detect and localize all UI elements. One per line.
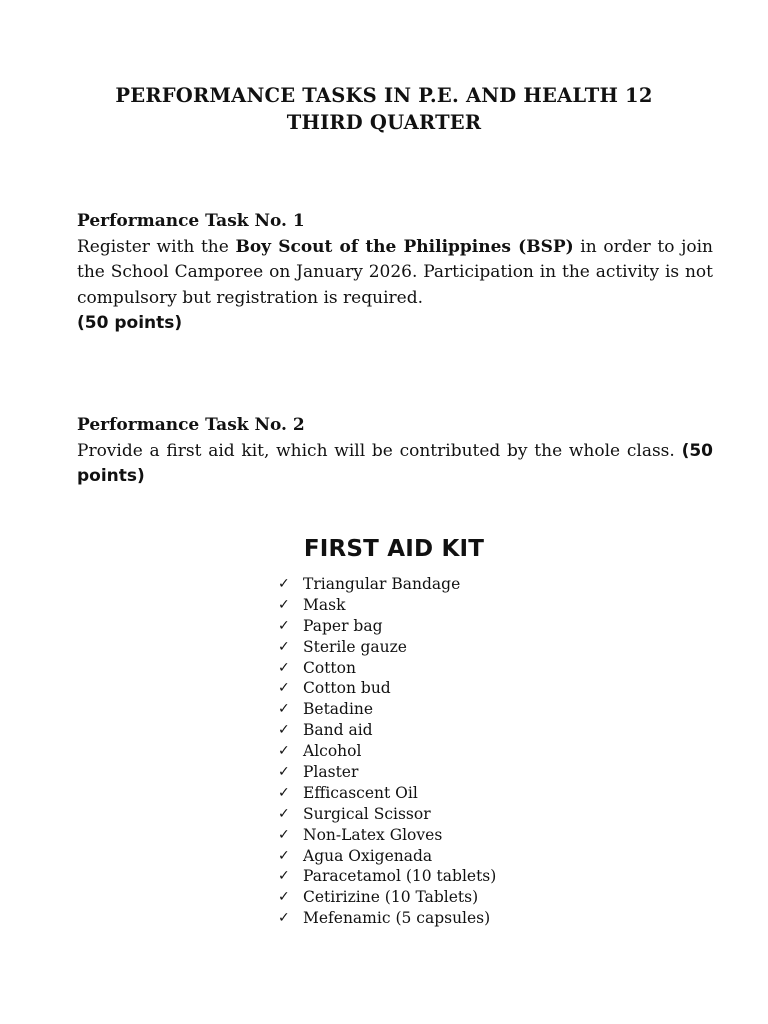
- list-item: [278, 866, 496, 887]
- list-item: [278, 846, 496, 867]
- task-heading: Performance Task No. 1: [77, 211, 305, 231]
- task-heading: Performance Task No. 2: [77, 415, 305, 435]
- document-title-line-2: THIRD QUARTER: [286, 111, 482, 134]
- performance-task-2: [77, 413, 713, 490]
- check-icon: ✓: [278, 784, 290, 801]
- list-item-label: Paper bag: [303, 616, 383, 635]
- task-description: [77, 235, 713, 312]
- check-icon: ✓: [278, 576, 290, 592]
- list-item: [278, 908, 496, 929]
- task-points: (50 points): [77, 440, 713, 487]
- check-icon: ✓: [278, 847, 290, 864]
- organization-name: Boy Scout of the Philippines (BSP): [235, 236, 574, 257]
- list-item-label: Non-Latex Gloves: [303, 825, 443, 844]
- list-item: [278, 616, 496, 637]
- list-item: [278, 783, 496, 804]
- list-item: [278, 595, 496, 616]
- first-aid-kit-list: [278, 574, 496, 929]
- list-item: [278, 637, 496, 658]
- check-icon: ✓: [278, 826, 290, 843]
- check-icon: ✓: [278, 680, 290, 697]
- list-item-label: Agua Oxigenada: [303, 846, 433, 865]
- list-item-label: Mefenamic (5 capsules): [303, 909, 491, 928]
- check-icon: ✓: [278, 659, 290, 676]
- task-points: (50 points): [77, 313, 183, 334]
- list-item: [278, 699, 496, 720]
- list-item: [278, 887, 496, 908]
- list-item: [278, 658, 496, 679]
- list-item-label: Betadine: [303, 700, 374, 719]
- task-text: in order to join the School Camporee on January 2026. Participation in the activity is not compulsory but registration is required.: [77, 236, 713, 308]
- check-icon: ✓: [278, 889, 290, 906]
- check-icon: ✓: [278, 805, 290, 822]
- check-icon: ✓: [278, 722, 290, 739]
- first-aid-kit-title: FIRST AID KIT: [303, 536, 485, 562]
- list-item-label: Cetirizine (10 Tablets): [303, 888, 479, 907]
- check-icon: ✓: [278, 596, 290, 613]
- list-item-label: Cotton bud: [303, 679, 391, 698]
- list-item: [278, 574, 496, 595]
- list-item-label: Plaster: [303, 763, 359, 782]
- list-item-label: Cotton: [303, 658, 356, 677]
- list-item: [278, 825, 496, 846]
- document-title-line-1: PERFORMANCE TASKS IN P.E. AND HEALTH 12: [115, 84, 653, 107]
- task-description: [77, 439, 713, 490]
- list-item: [278, 678, 496, 699]
- list-item-label: Surgical Scissor: [303, 804, 431, 823]
- list-item: [278, 804, 496, 825]
- check-icon: ✓: [278, 764, 290, 781]
- task-text: Register with the: [77, 236, 236, 257]
- list-item-label: Efficascent Oil: [303, 783, 418, 802]
- performance-task-1: [77, 209, 713, 337]
- check-icon: ✓: [278, 743, 290, 760]
- check-icon: ✓: [278, 910, 290, 927]
- list-item-label: Mask: [303, 595, 346, 614]
- list-item: [278, 762, 496, 783]
- list-item-label: Sterile gauze: [303, 637, 407, 656]
- list-item-label: Paracetamol (10 tablets): [303, 867, 497, 886]
- list-item: [278, 720, 496, 741]
- list-item-label: Alcohol: [303, 742, 362, 761]
- list-item-label: Band aid: [303, 721, 373, 740]
- task-text: Provide a first aid kit, which will be contributed by the whole class.: [77, 440, 682, 461]
- check-icon: ✓: [278, 638, 290, 655]
- check-icon: ✓: [278, 617, 290, 634]
- list-item: [278, 741, 496, 762]
- check-icon: ✓: [278, 701, 290, 718]
- check-icon: ✓: [278, 868, 290, 885]
- list-item-label: Triangular Bandage: [303, 575, 461, 593]
